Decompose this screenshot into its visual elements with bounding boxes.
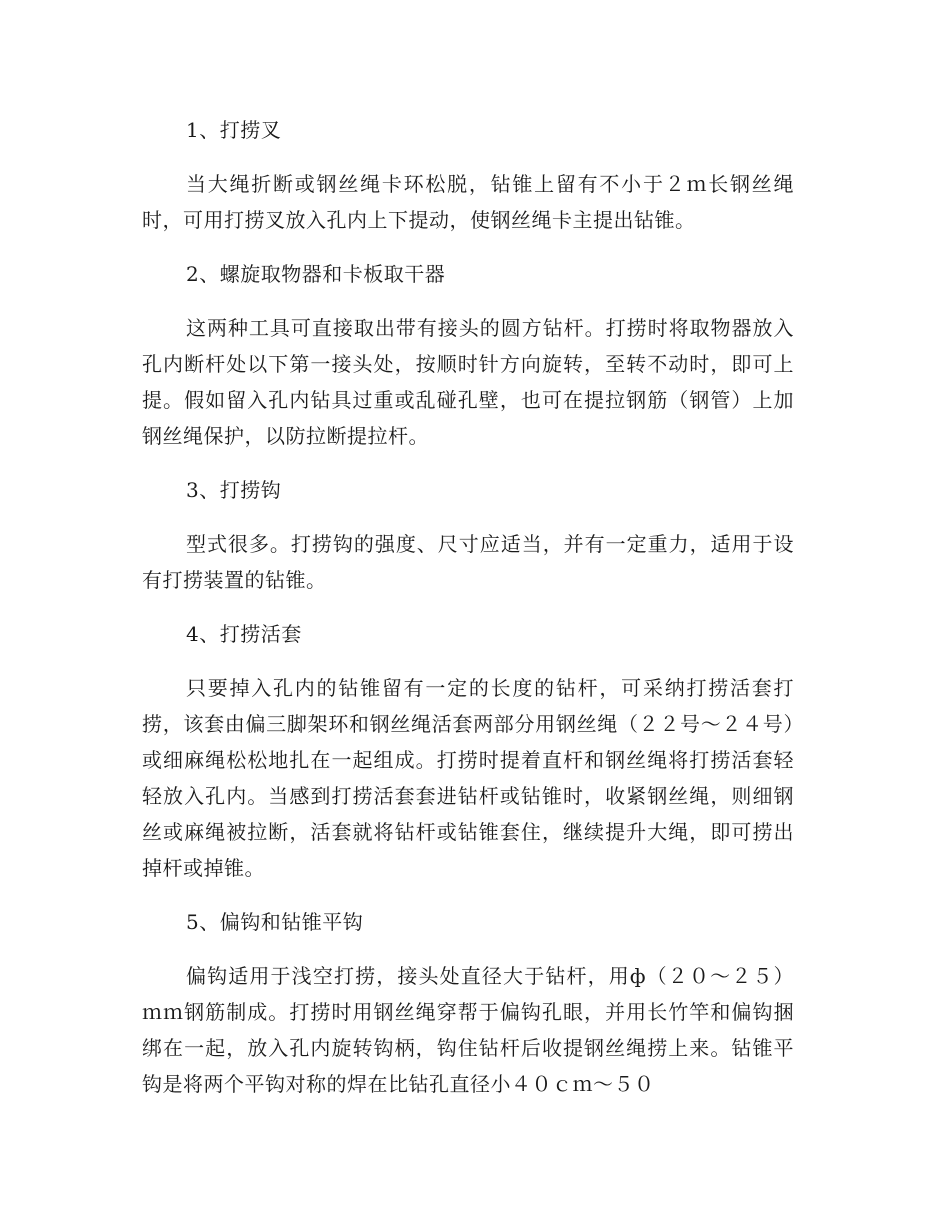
section-heading-4: 4、打捞活套	[186, 622, 302, 646]
section-paragraph-3: 型式很多。打捞钩的强度、尺寸应适当，并有一定重力，适用于设有打捞装置的钻锥。	[142, 532, 794, 592]
section-paragraph-5: 偏钩适用于浅空打捞，接头处直径大于钻杆，用ф（２０～２５）ｍｍ钢筋制成。打捞时用钢丝绳穿帮于偏钩孔眼，并用长竹竿和偏钩捆绑在一起，放入孔内旋转钩柄，钩住钻杆后收提钢丝绳捞上来。钻锥平钩是将两个平钩对称的焊在比钻孔直径小４０ｃｍ～５０	[142, 964, 794, 1096]
section-heading-2: 2、螺旋取物器和卡板取干器	[186, 262, 446, 286]
section-paragraph-2: 这两种工具可直接取出带有接头的圆方钻杆。打捞时将取物器放入孔内断杆处以下第一接头处，按顺时针方向旋转，至转不动时，即可上提。假如留入孔内钻具过重或乱碰孔壁，也可在提拉钢筋（钢管）上加钢丝绳保护，以防拉断提拉杆。	[142, 316, 794, 448]
document-body	[142, 112, 794, 1120]
section-paragraph-1: 当大绳折断或钢丝绳卡环松脱，钻锥上留有不小于２ｍ长钢丝绳时，可用打捞叉放入孔内上下提动，使钢丝绳卡主提出钻锥。	[142, 172, 794, 232]
section-paragraph-4: 只要掉入孔内的钻锥留有一定的长度的钻杆，可采纳打捞活套打捞，该套由偏三脚架环和钢丝绳活套两部分用钢丝绳（２２号～２４号）或细麻绳松松地扎在一起组成。打捞时提着直杆和钢丝绳将打捞活套轻轻放入孔内。当感到打捞活套套进钻杆或钻锥时，收紧钢丝绳，则细钢丝或麻绳被拉断，活套就将钻杆或钻锥套住，继续提升大绳，即可捞出掉杆或掉锥。	[142, 676, 794, 880]
section-heading-1: 1、打捞叉	[186, 118, 282, 142]
section-heading-3: 3、打捞钩	[186, 478, 282, 502]
section-heading-5: 5、偏钩和钻锥平钩	[186, 910, 364, 934]
